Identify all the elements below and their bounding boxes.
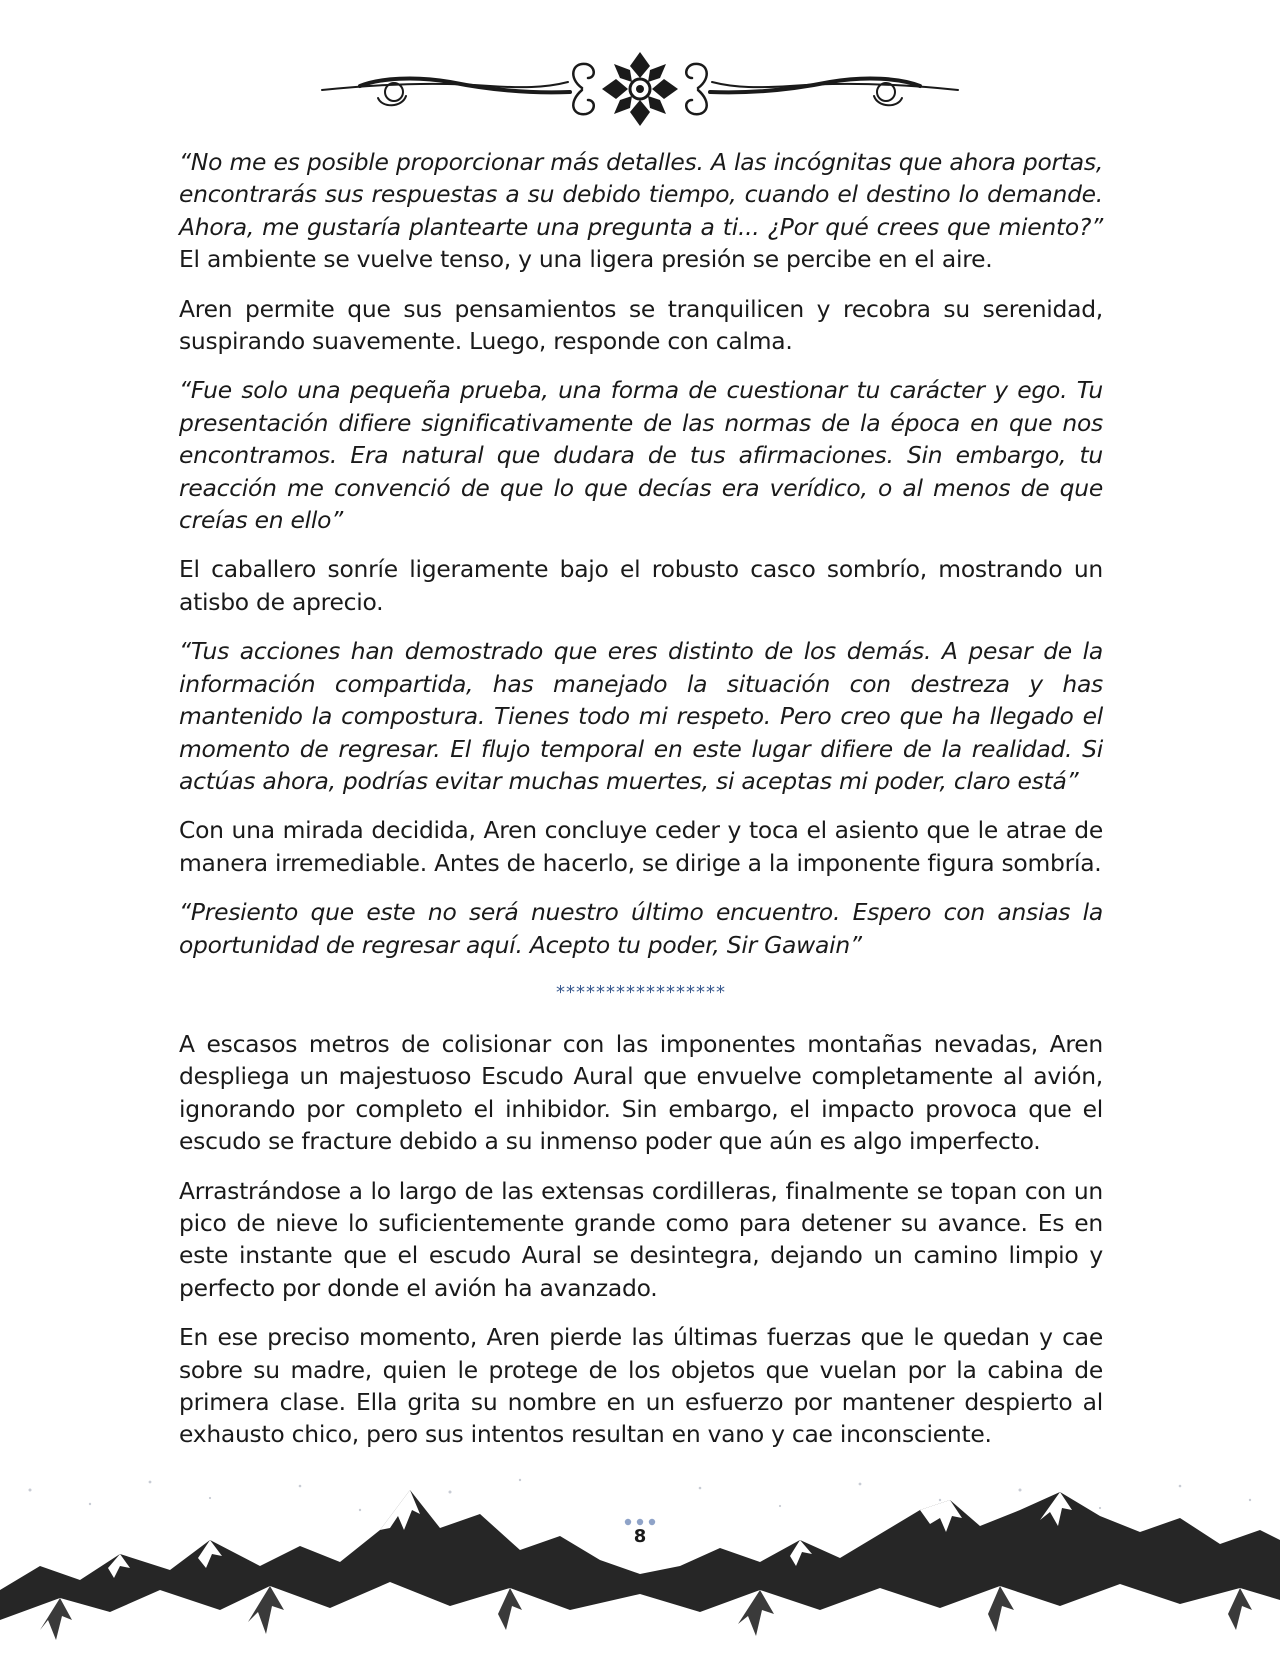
paragraph-5: [179, 635, 1103, 797]
dialogue-text: “No me es posible proporcionar más detalles. A las incógnitas que ahora portas, encontrarás sus respuestas a su debido tiempo, cuando el destino lo demande. Ahora, me gustaría plantearte una pregunta a ti... ¿Por qué crees que miento?”: [179, 148, 1103, 241]
narration-text: Arrastrándose a lo largo de las extensas cordilleras, finalmente se topan con un pico de nieve lo suficientemente grande como para detener su avance. Es en este instante que el escudo Aural se desintegra, dejando un camino limpio y perfecto por donde el avión ha avanzado.: [179, 1176, 1103, 1302]
paragraph-3: [179, 374, 1103, 536]
narration-text: Con una mirada decidida, Aren concluye ceder y toca el asiento que le atrae de manera irremediable. Antes de hacerlo, se dirige a la imponente figura sombría.: [179, 816, 1103, 877]
paragraph-7: [179, 896, 1103, 961]
narration-text: En ese preciso momento, Aren pierde las últimas fuerzas que le quedan y cae sobre su madre, quien le protege de los objetos que vuelan por la cabina de primera clase. Ella grita su nombre en un esfuerzo por mantener despierto al exhausto chico, pero sus intentos resultan en vano y cae inconsciente.: [179, 1323, 1103, 1449]
dialogue-text: “Fue solo una pequeña prueba, una forma de cuestionar tu carácter y ego. Tu presentación difiere significativamente de las normas de la época en que nos encontramos. Era natural que dudara de tus afirmaciones. Sin embargo, tu reacción me convenció de que lo que decías era verídico, o al menos de que creías en ello”: [179, 376, 1103, 535]
page-number: 8: [633, 1526, 647, 1547]
scene-separator: *****************: [556, 981, 726, 1003]
paragraph-8: [179, 1028, 1103, 1158]
snowflake-flourish-ornament-icon: [320, 48, 960, 126]
dialogue-text: “Presiento que este no será nuestro último encuentro. Espero con ansias la oportunidad de regresar aquí. Acepto tu poder, Sir Gawain”: [179, 898, 1103, 959]
paragraph-10: [179, 1321, 1103, 1451]
paragraph-2: [179, 293, 1103, 358]
page-body: [179, 146, 1103, 1468]
paragraph-6: [179, 814, 1103, 879]
narration-text: A escasos metros de colisionar con las imponentes montañas nevadas, Aren despliega un majestuoso Escudo Aural que envuelve completamente al avión, ignorando por completo el inhibidor. Sin embargo, el impacto provoca que el escudo se fracture debido a su inmenso poder que aún es algo imperfecto.: [179, 1029, 1103, 1156]
snowy-mountain-range-icon: [0, 1470, 1280, 1656]
paragraph-9: [179, 1175, 1103, 1305]
narration-text: Aren permite que sus pensamientos se tranquilicen y recobra su serenidad, suspirando suavemente. Luego, responde con calma.: [179, 294, 1103, 356]
paragraph-4: [179, 553, 1103, 618]
dialogue-text: “Tus acciones han demostrado que eres distinto de los demás. A pesar de la información compartida, has manejado la situación con destreza y has mantenido la compostura. Tienes todo mi respeto. Pero creo que ha llegado el momento de regresar. El flujo temporal en este lugar difiere de la realidad. Si actúas ahora, podrías evitar muchas muertes, si aceptas mi poder, claro está”: [179, 637, 1103, 795]
narration-text: El ambiente se vuelve tenso, y una ligera presión se percibe en el aire.: [179, 245, 993, 274]
paragraph-1: [179, 146, 1103, 276]
narration-text: El caballero sonríe ligeramente bajo el robusto casco sombrío, mostrando un atisbo de aprecio.: [179, 555, 1103, 616]
